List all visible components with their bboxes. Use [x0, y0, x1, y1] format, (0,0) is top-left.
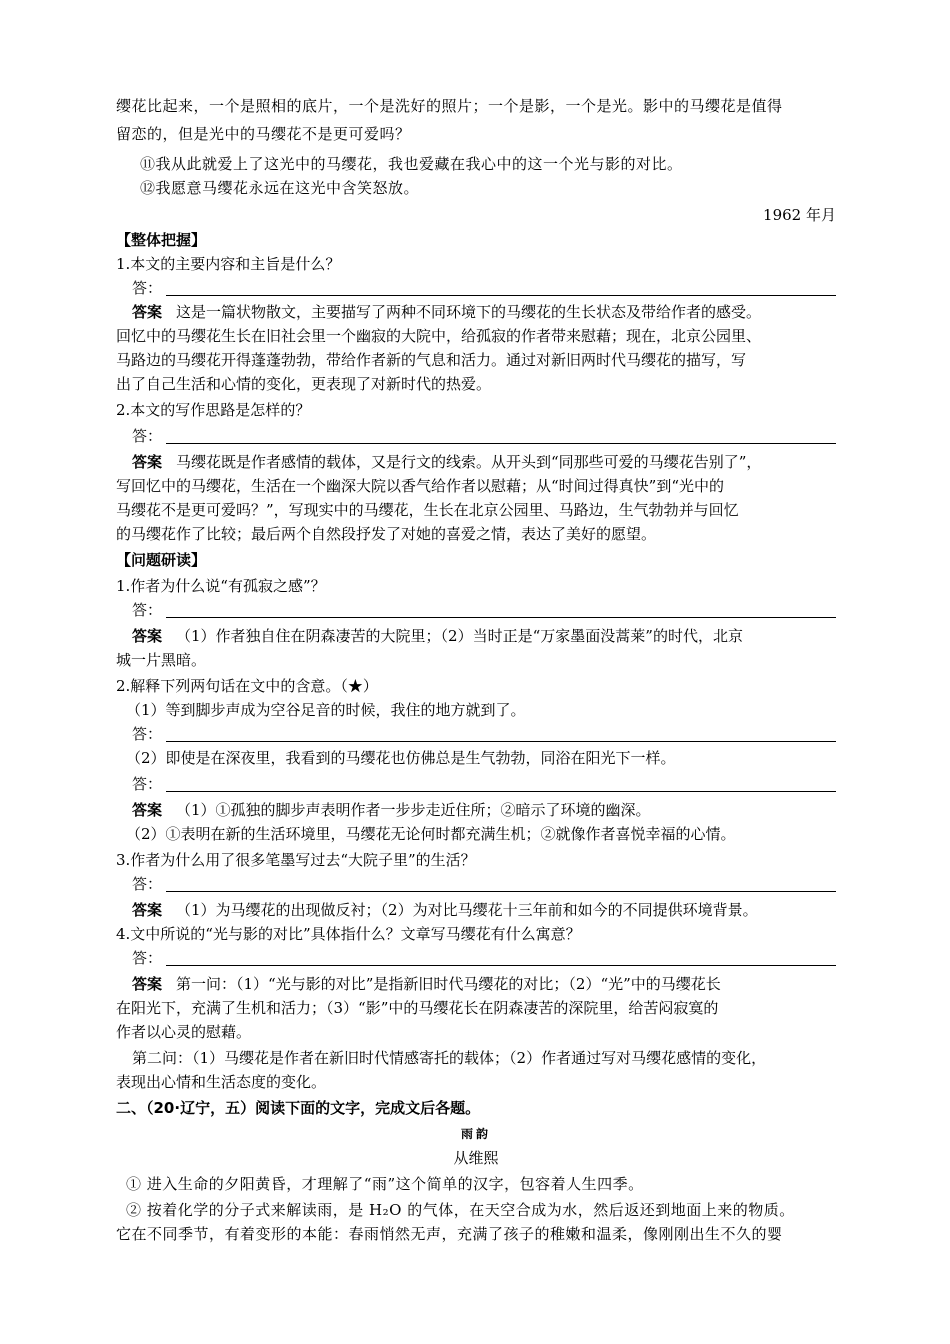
answer-line: （2）①表明在新的生活环境里，马缨花无论何时都充满生机；②就像作者喜悦幸福的心情。: [126, 825, 736, 843]
answer-underline: [166, 427, 836, 444]
answer-line: [132, 624, 836, 648]
answer-text: （1）为马缨花的出现做反衬；（2）为对比马缨花十三年前和如今的不同提供环境背景。: [176, 901, 758, 919]
question-1: 1.作者为什么说“有孤寂之感”？: [116, 577, 326, 595]
answer-underline: [166, 775, 836, 792]
answer-line: [132, 722, 836, 746]
answer-prompt: 答：: [132, 725, 163, 743]
answer-underline: [166, 875, 836, 892]
answer-line: 城一片黑暗。: [116, 651, 207, 669]
passage-paragraph-11: ⑪我从此就爱上了这光中的马缨花，我也爱藏在我心中的这一个光与影的对比。: [140, 155, 683, 173]
answer-line: [132, 898, 836, 922]
answer-line: [132, 972, 836, 996]
answer-line: 在阳光下，充满了生机和活力；（3）“影”中的马缨花长在阴森凄苦的深院里，给苦闷寂寞的: [116, 999, 719, 1017]
answer-label: 答案: [132, 801, 163, 819]
article-title: 雨韵: [460, 1127, 491, 1141]
answer-prompt: 答：: [132, 601, 163, 619]
passage-line: 缨花比起来，一个是照相的底片，一个是洗好的照片；一个是影，一个是光。影中的马缨花是值得: [116, 97, 783, 115]
question-2: 2.解释下列两句话在文中的含意。（★）: [116, 677, 378, 695]
question-1: 1.本文的主要内容和主旨是什么？: [116, 255, 341, 273]
article-paragraph-2-cont: 它在不同季节，有着变形的本能：春雨悄然无声，充满了孩子的稚嫩和温柔，像刚刚出生不久的婴: [116, 1225, 783, 1243]
answer-label: 答案: [132, 901, 163, 919]
question-2: 2.本文的写作思路是怎样的？: [116, 401, 311, 419]
answer-underline: [166, 949, 836, 966]
answer-2-line: 写回忆中的马缨花，生活在一个幽深大院以香气给作者以慰藉；从“时间过得真快”到“光中的: [116, 477, 725, 495]
passage-date: 1962 年月: [763, 206, 836, 224]
answer-line: 作者以心灵的慰藉。: [116, 1023, 252, 1041]
answer-text: （1）①孤独的脚步声表明作者一步步走近住所；②暗示了环境的幽深。: [176, 801, 651, 819]
answer-label: 答案: [132, 453, 163, 471]
answer-line: 表现出心情和生活态度的变化。: [116, 1073, 327, 1091]
answer-text: 马缨花既是作者感情的载体，又是行文的线索。从开头到“同那些可爱的马缨花告别了”，: [176, 453, 762, 471]
answer-label: 答案: [132, 303, 163, 321]
answer-line: [132, 424, 836, 448]
answer-prompt: 答：: [132, 949, 163, 967]
answer-label: 答案: [132, 627, 163, 645]
sentence-1: （1）等到脚步声成为空谷足音的时候，我住的地方就到了。: [126, 701, 526, 719]
answer-2-line: [132, 450, 836, 474]
answer-1-line: 出了自己生活和心情的变化，更表现了对新时代的热爱。: [116, 375, 492, 393]
passage-line: 留恋的，但是光中的马缨花不是更可爱吗？: [116, 125, 411, 143]
answer-prompt: 答：: [132, 427, 163, 445]
passage-paragraph-12: ⑫我愿意马缨花永远在这光中含笑怒放。: [140, 179, 420, 197]
answer-line: [132, 872, 836, 896]
answer-prompt: 答：: [132, 875, 163, 893]
answer-underline: [166, 279, 836, 296]
answer-text: 这是一篇状物散文，主要描写了两种不同环境下的马缨花的生长状态及带给作者的感受。: [176, 303, 762, 321]
answer-line: [132, 946, 836, 970]
part-heading: 二、（20·辽宁，五）阅读下面的文字，完成文后各题。: [116, 1099, 481, 1117]
question-3: 3.作者为什么用了很多笔墨写过去“大院子里”的生活？: [116, 851, 476, 869]
answer-underline: [166, 601, 836, 618]
question-4: 4.文中所说的“光与影的对比”具体指什么？文章写马缨花有什么寓意？: [116, 925, 581, 943]
answer-line: 第二问：（1）马缨花是作者在新旧时代情感寄托的载体；（2）作者通过写对马缨花感情的变化，: [132, 1049, 767, 1067]
article-paragraph-2: ② 按着化学的分子式来解读雨，是 H₂O 的气体，在天空合成为水，然后返还到地面上来的物质。: [126, 1201, 795, 1219]
answer-line: [132, 276, 836, 300]
answer-1-line: [132, 300, 836, 324]
sentence-2: （2）即使是在深夜里，我看到的马缨花也仿佛总是生气勃勃，同浴在阳光下一样。: [126, 749, 676, 767]
answer-line: [132, 772, 836, 796]
answer-1-line: 回忆中的马缨花生长在旧社会里一个幽寂的大院中，给孤寂的作者带来慰藉；现在，北京公园里、: [116, 327, 762, 345]
article-author: 从维熙: [453, 1149, 499, 1167]
answer-label: 答案: [132, 975, 163, 993]
answer-prompt: 答：: [132, 775, 163, 793]
section-heading-overall: 【整体把握】: [116, 231, 207, 249]
answer-line: [132, 598, 836, 622]
answer-underline: [166, 725, 836, 742]
answer-text: 第一问：（1）“光与影的对比”是指新旧时代马缨花的对比；（2）“光”中的马缨花长: [176, 975, 721, 993]
answer-2-line: 马缨花不是更可爱吗？”，写现实中的马缨花，生长在北京公园里、马路边，生气勃勃并与回忆: [116, 501, 739, 519]
answer-text: （1）作者独自住在阴森凄苦的大院里；（2）当时正是“万家墨面没蒿莱”的时代，北京: [176, 627, 743, 645]
answer-2-line: 的马缨花作了比较；最后两个自然段抒发了对她的喜爱之情，表达了美好的愿望。: [116, 525, 657, 543]
section-heading-questions: 【问题研读】: [116, 551, 207, 569]
answer-line: [132, 798, 836, 822]
answer-1-line: 马路边的马缨花开得蓬蓬勃勃，带给作者新的气息和活力。通过对新旧两时代马缨花的描写，写: [116, 351, 747, 369]
answer-prompt: 答：: [132, 279, 163, 297]
article-paragraph-1: ① 进入生命的夕阳黄昏，才理解了“雨”这个简单的汉字，包容着人生四季。: [126, 1175, 644, 1193]
